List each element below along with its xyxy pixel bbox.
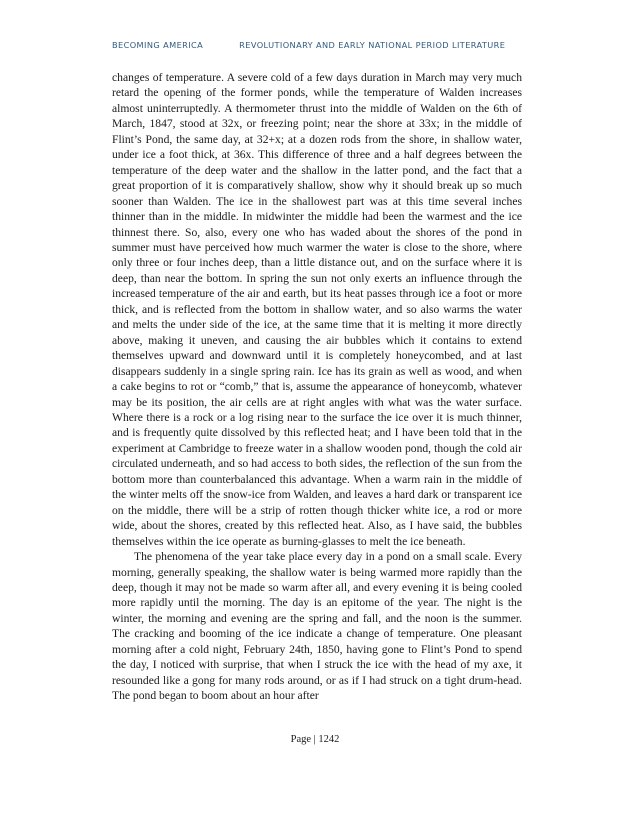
- section-title: REVOLUTIONARY AND EARLY NATIONAL PERIOD LITERATURE: [239, 40, 506, 50]
- page-number: Page | 1242: [290, 734, 340, 745]
- paragraph-2: The phenomena of the year take place every day in a pond on a small scale. Every morning, generally speaking, the shallow water is being warmed more rapidly than the deep, though it may not be made so warm after all, and every evening it is being cooled more rapidly until the morning. The day is an epitome of the year. The night is the winter, the morning and evening are the spring and fall, and the noon is the summer. The cracking and booming of the ice indicate a change of temperature. One pleasant morning after a cold night, February 24th, 1850, having gone to Flint’s Pond to spend the day, I noticed with surprise, that when I struck the ice with the head of my axe, it resounded like a gong for many rods around, or as if I had struck on a tight drum-head. The pond began to boom about an hour after: [112, 550, 522, 703]
- book-title: BECOMING AMERICA: [112, 40, 204, 50]
- running-header: [112, 40, 522, 50]
- body-text: [112, 70, 522, 704]
- paragraph-1: changes of temperature. A severe cold of a few days duration in March may very much retard the opening of the former ponds, while the temperature of Walden increases almost uninterruptedly. A thermometer thrust into the middle of Walden on the 6th of March, 1847, stood at 32x, or freezing point; near the shore at 33x; in the middle of Flint’s Pond, the same day, at 32+x; at a dozen rods from the shore, in shallow water, under ice a foot thick, at 36x. This difference of three and a half degrees between the temperature of the deep water and the shallow in the latter pond, and the fact that a great proportion of it is comparatively shallow, show why it should break up so much sooner than Walden. The ice in the shallowest part was at this time several inches thinner than in the middle. In midwinter the middle had been the warmest and the ice thinnest there. So, also, every one who has waded about the shores of the pond in summer must have perceived how much warmer the water is close to the shore, where only three or four inches deep, than a little distance out, and on the surface where it is deep, than near the bottom. In spring the sun not only exerts an influence through the increased temperature of the air and earth, but its heat passes through ice a foot or more thick, and is reflected from the bottom in shallow water, and so also warms the water and melts the under side of the ice, at the same time that it is melting it more directly above, making it uneven, and causing the air bubbles which it contains to extend themselves upward and downward until it is completely honeycombed, and at last disappears suddenly in a single spring rain. Ice has its grain as well as wood, and when a cake begins to rot or “comb,” that is, assume the appearance of honeycomb, whatever may be its position, the air cells are at right angles with what was the water surface. Where there is a rock or a log rising near to the surface the ice over it is much thinner, and is frequently quite dissolved by this reflected heat; and I have been told that in the experiment at Cambridge to freeze water in a shallow wooden pond, though the cold air circulated underneath, and so had access to both sides, the reflection of the sun from the bottom more than counterbalanced this advantage. When a warm rain in the middle of the winter melts off the snow-ice from Walden, and leaves a hard dark or transparent ice on the middle, there will be a strip of rotten though thicker white ice, a rod or more wide, about the shores, created by this reflected heat. Also, as I have said, the bubbles themselves within the ice operate as burning-glasses to melt the ice beneath.: [112, 71, 522, 548]
